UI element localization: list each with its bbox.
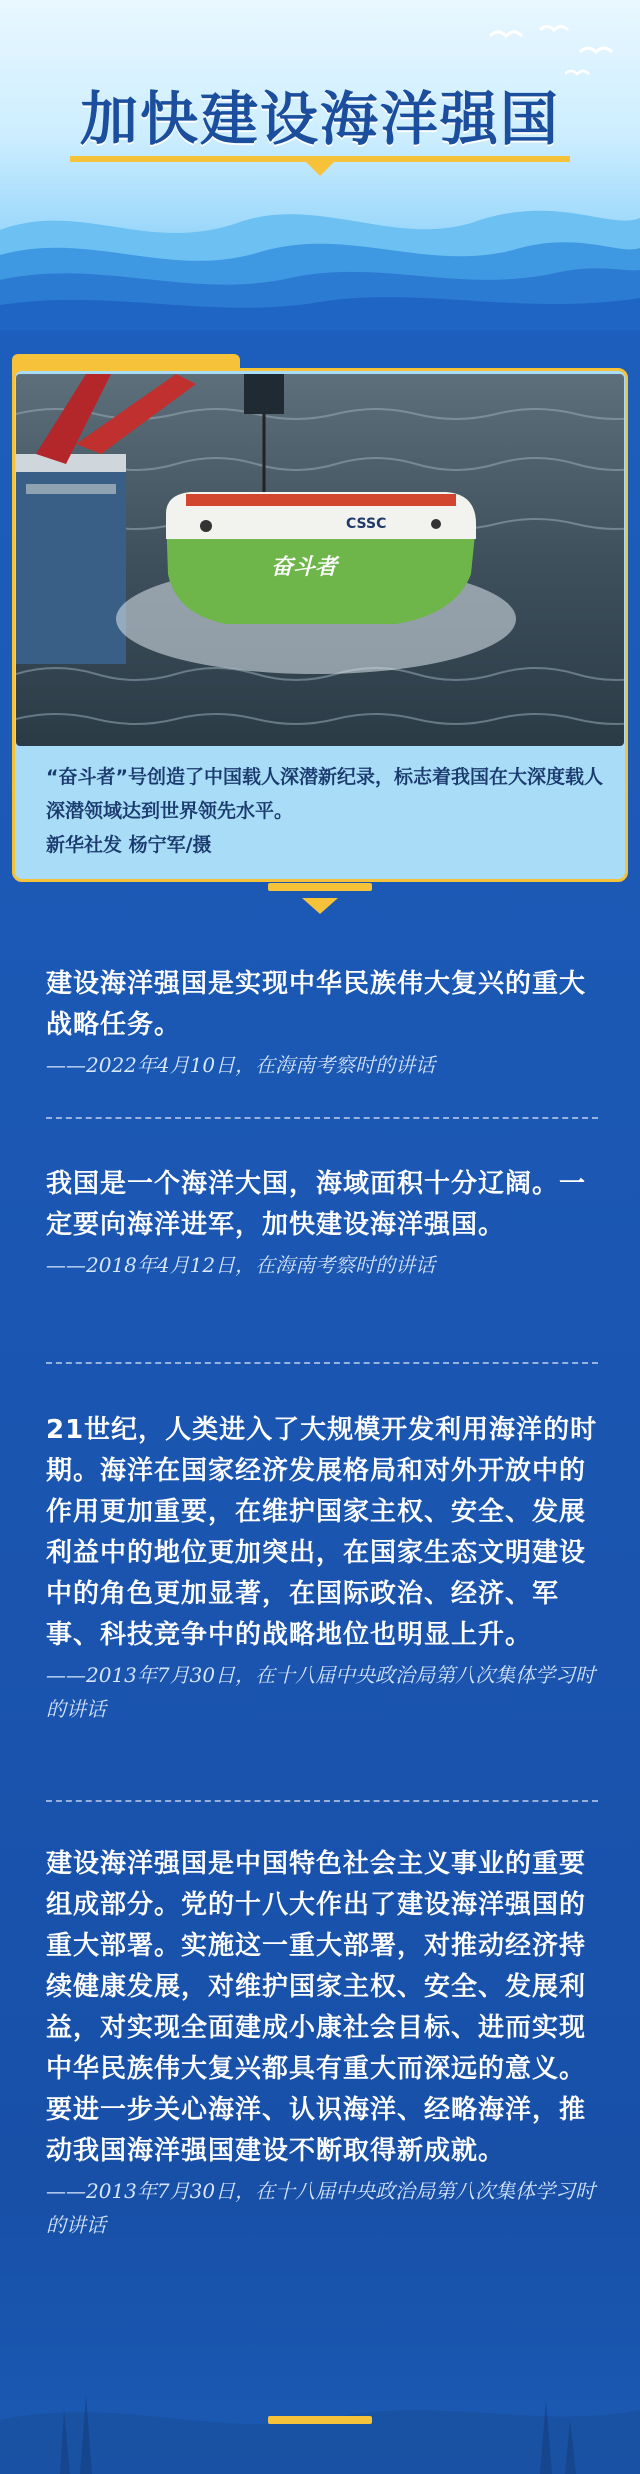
quote-block (46, 1164, 602, 1282)
quote-block (46, 964, 602, 1082)
bottom-seabed (0, 2300, 640, 2474)
vessel-name-label: 奋斗者 (271, 555, 338, 580)
divider (46, 1362, 598, 1364)
quote-text: 建设海洋强国是中国特色社会主义事业的重要组成部分。党的十八大作出了建设海洋强国的重大部署。实施这一重大部署，对推动经济持续健康发展，对维护国家主权、安全、发展利益，对实现全面建成小康社会目标、进而实现中华民族伟大复兴都具有重大而深远的意义。要进一步关心海洋、认识海洋、经略海洋，推动我国海洋强国建设不断取得新成就。 (46, 1849, 587, 2166)
quote-text: 建设海洋强国是实现中华民族伟大复兴的重大战略任务。 (46, 969, 587, 1040)
quote-source: ——2018年4月12日，在海南考察时的讲话 (46, 1253, 436, 1277)
bottom-bar (268, 2416, 372, 2424)
card-pointer (302, 898, 338, 914)
quote-source: ——2013年7月30日，在十八届中央政治局第八次集体学习时的讲话 (46, 1663, 596, 1721)
page-title: 加快建设海洋强国 (79, 85, 560, 153)
quote-source: ——2022年4月10日，在海南考察时的讲话 (46, 1053, 436, 1077)
photo-credit: 新华社发 杨宁军/摄 (46, 834, 212, 856)
quote-source: ——2013年7月30日，在十八届中央政治局第八次集体学习时的讲话 (46, 2179, 596, 2237)
quote-block (46, 1844, 602, 2242)
photo-caption: “奋斗者”号创造了中国载人深潜新纪录，标志着我国在大深度载人深潜领域达到世界领先水平。 (46, 766, 603, 822)
divider (46, 1800, 598, 1802)
divider (46, 1117, 598, 1119)
header-waves (0, 160, 640, 330)
quote-block (46, 1410, 602, 1726)
submersible-photo (16, 374, 624, 746)
quote-text: 21世纪，人类进入了大规模开发利用海洋的时期。海洋在国家经济发展格局和对外开放中的作用更加重要，在维护国家主权、安全、发展利益中的地位更加突出，在国家生态文明建设中的角色更加显著，在国际政治、经济、军事、科技竞争中的战略地位也明显上升。 (46, 1415, 598, 1650)
quote-text: 我国是一个海洋大国，海域面积十分辽阔。一定要向海洋进军，加快建设海洋强国。 (46, 1169, 587, 1240)
card-bottom-bar (268, 883, 372, 891)
hull-mark-label: CSSC (346, 516, 387, 532)
